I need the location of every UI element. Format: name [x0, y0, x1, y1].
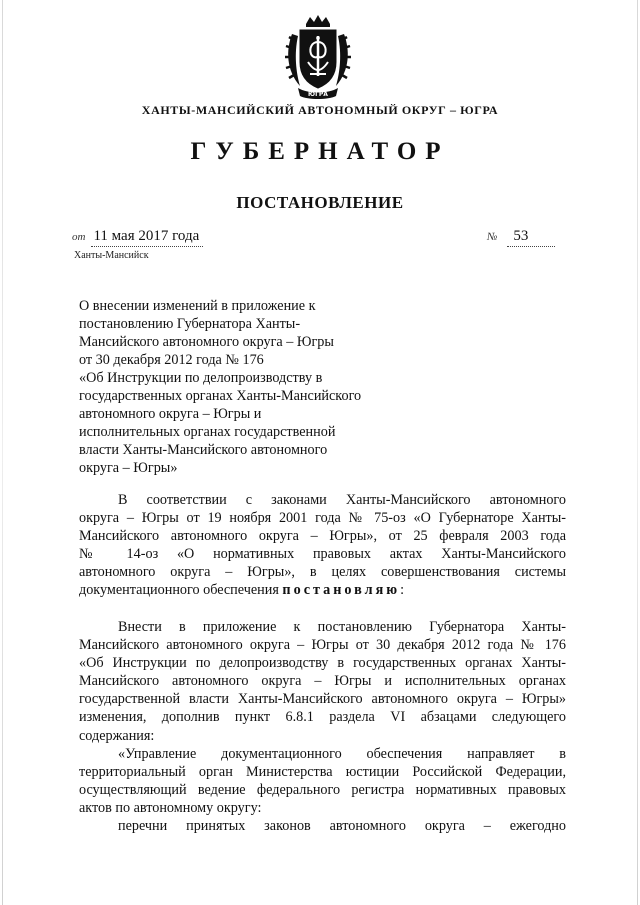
- scan-edge-right: [637, 0, 638, 905]
- paragraph-line: «Управление документационного обеспечения направляет в: [118, 745, 566, 762]
- paragraph-legal-basis: [79, 491, 566, 600]
- authority-title: ГУБЕРНАТОР: [190, 138, 450, 165]
- paragraph-line: «Об Инструкции по делопроизводству в государственных органах Ханты-: [79, 655, 566, 672]
- subject-line: О внесении изменений в приложение к: [79, 298, 316, 314]
- subject-line: от 30 декабря 2012 года № 176: [79, 352, 264, 368]
- document-date: 11 мая 2017 года: [91, 228, 203, 247]
- document-type: ПОСТАНОВЛЕНИЕ: [236, 193, 404, 212]
- paragraph-line: осуществляющий ведение федерального регистра нормативных правовых: [79, 781, 566, 798]
- decree-keyword: постановляю: [282, 582, 401, 599]
- paragraph-line: актов по автономному округу:: [79, 799, 262, 816]
- paragraph-line: государственной власти Ханты-Мансийского автономного округа – Югры»: [79, 691, 566, 708]
- date-prefix: от: [72, 231, 86, 243]
- paragraph-line: В соответствии с законами Ханты-Мансийского автономного: [118, 492, 566, 508]
- document-subject: [79, 297, 399, 477]
- coat-of-arms-icon: [282, 14, 354, 100]
- subject-line: Мансийского автономного округа – Югры: [79, 334, 334, 350]
- city: Ханты-Мансийск: [74, 250, 149, 261]
- date-line: [72, 228, 203, 247]
- paragraph-line: Мансийского автономного округа – Югры и исполнительных органах: [79, 673, 566, 690]
- region-name: ХАНТЫ-МАНСИЙСКИЙ АВТОНОМНЫЙ ОКРУГ – ЮГРА: [141, 103, 499, 117]
- paragraph-line: Внести в приложение к постановлению Губернатора Ханты-: [118, 619, 566, 635]
- paragraph-line-punct: :: [400, 582, 405, 599]
- subject-line: власти Ханты-Мансийского автономного: [79, 442, 328, 458]
- paragraph-line: содержания:: [79, 727, 155, 744]
- paragraph-line: [79, 581, 566, 599]
- paragraph-line: территориальный орган Министерства юстиции Российской Федерации,: [79, 763, 566, 780]
- paragraph-line: Мансийского автономного округа – Югры от 30 декабря 2012 года № 176: [79, 637, 566, 654]
- subject-line: государственных органах Ханты-Мансийского: [79, 388, 362, 404]
- paragraph-line: изменения, дополнив пункт 6.8.1 раздела VI абзацами следующего: [79, 709, 566, 726]
- number-prefix: №: [487, 231, 498, 243]
- emblem-ribbon-text: ЮГРА: [308, 91, 328, 98]
- paragraph-line: автономного округа – Югры», в целях совершенствования системы: [79, 564, 566, 581]
- subject-line: постановлению Губернатора Ханты-: [79, 316, 301, 332]
- paragraph-amendment: [79, 618, 566, 835]
- paragraph-line-text: документационного обеспечения: [79, 582, 279, 599]
- scan-edge-left: [2, 0, 3, 905]
- paragraph-line: № 14-оз «О нормативных правовых актах Ханты-Мансийского: [79, 546, 566, 563]
- subject-line: «Об Инструкции по делопроизводству в: [79, 370, 323, 386]
- number-line: [487, 228, 555, 247]
- subject-line: округа – Югры»: [79, 460, 178, 476]
- paragraph-line: Мансийского автономного округа – Югры», от 25 февраля 2003 года: [79, 528, 566, 545]
- paragraph-line: округа – Югры от 19 ноября 2001 года № 75-оз «О Губернаторе Ханты-: [79, 510, 566, 527]
- paragraph-line: перечни принятых законов автономного округа – ежегодно: [118, 818, 566, 835]
- subject-line: автономного округа – Югры и: [79, 406, 262, 422]
- subject-line: исполнительных органах государственной: [79, 424, 336, 440]
- document-number: 53: [507, 228, 555, 247]
